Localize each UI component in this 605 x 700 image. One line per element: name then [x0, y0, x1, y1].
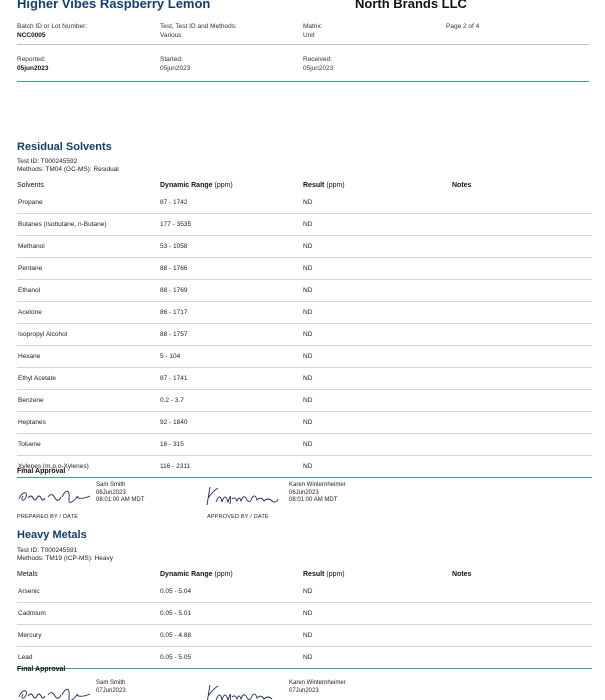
solvent-row: [17, 412, 592, 434]
metals-col-result: Result (ppm): [303, 571, 345, 578]
solvent-row: [17, 324, 592, 346]
analyte-cell: Butanes (Isobutane, n-Butane): [17, 214, 160, 236]
analyte-cell: Arsenic: [17, 581, 160, 603]
metals-prepared-name: Sam Smith: [96, 680, 126, 686]
metals-prepared-date: 07Jun2023: [96, 687, 126, 694]
product-title: Higher Vibes Raspberry Lemon: [17, 0, 211, 11]
result-cell: ND: [303, 625, 452, 647]
test-label: Test, Test ID and Methods:: [160, 23, 237, 30]
metals-col-analyte: Metals: [17, 571, 38, 578]
analyte-cell: Mercury: [17, 625, 160, 647]
result-cell: ND: [303, 581, 452, 603]
result-cell: ND: [303, 412, 452, 434]
range-cell: 88 - 1769: [160, 280, 303, 302]
batch-field: [17, 22, 87, 40]
notes-cell: [452, 390, 592, 412]
metal-row: [17, 625, 592, 647]
analyte-cell: Propane: [17, 192, 160, 214]
analyte-cell: Pentane: [17, 258, 160, 280]
batch-label: Batch ID or Lot Number:: [17, 23, 88, 30]
analyte-cell: Cadmium: [17, 603, 160, 625]
header-underline: [17, 81, 589, 82]
company-name: North Brands LLC: [355, 0, 467, 11]
solvent-row: [17, 434, 592, 456]
range-cell: 88 - 1757: [160, 324, 303, 346]
result-cell: ND: [303, 280, 452, 302]
notes-cell: [452, 302, 592, 324]
received-label: Received:: [303, 56, 332, 63]
analyte-cell: Hexane: [17, 346, 160, 368]
result-cell: ND: [303, 214, 452, 236]
result-cell: ND: [303, 346, 452, 368]
prepared-caption: PREPARED BY / DATE: [17, 514, 79, 520]
solvents-col-analyte: Solvents: [17, 182, 44, 189]
notes-cell: [452, 412, 592, 434]
solvents-approval-title: Final Approval: [17, 468, 66, 475]
range-cell: 0.05 - 5.04: [160, 581, 303, 603]
metals-prepared-by-info: [96, 680, 126, 695]
analyte-cell: Ethyl Acetate: [17, 368, 160, 390]
metals-approved-date: 07Jun2023: [289, 687, 319, 694]
solvents-col-range: Dynamic Range (ppm): [160, 182, 233, 189]
analyte-cell: Xylenes (m,p,o-Xylenes): [17, 456, 160, 478]
range-cell: 92 - 1840: [160, 412, 303, 434]
page-number: Page 2 of 4: [446, 23, 480, 30]
solvents-col-result: Result (ppm): [303, 182, 345, 189]
approved-caption: APPROVED BY / DATE: [207, 514, 269, 520]
result-cell: ND: [303, 192, 452, 214]
result-cell: ND: [303, 258, 452, 280]
result-cell: ND: [303, 603, 452, 625]
solvent-row: [17, 302, 592, 324]
notes-cell: [452, 368, 592, 390]
header-divider: [17, 44, 589, 45]
notes-cell: [452, 603, 592, 625]
solvents-test-id: Test ID: T000245592: [17, 158, 78, 165]
matrix-field: [303, 22, 323, 40]
started-label: Started:: [160, 56, 183, 63]
notes-cell: [452, 434, 592, 456]
metals-methods: Methods: TM19 (ICP-MS): Heavy: [17, 555, 113, 562]
batch-value: NCC0005: [17, 32, 46, 39]
result-cell: ND: [303, 324, 452, 346]
range-cell: 177 - 3535: [160, 214, 303, 236]
reported-value: 05jun2023: [17, 65, 49, 72]
prepared-time: 08:01:00 AM MDT: [96, 497, 145, 503]
metals-test-id: Test ID: T000245591: [17, 547, 78, 554]
notes-cell: [452, 346, 592, 368]
metals-title: Heavy Metals: [17, 529, 87, 541]
metals-approved-name: Karen Winternheimer: [289, 680, 346, 686]
range-cell: 0.2 - 3.7: [160, 390, 303, 412]
solvent-row: [17, 236, 592, 258]
solvent-row: [17, 280, 592, 302]
range-cell: 53 - 1058: [160, 236, 303, 258]
prepared-name: Sam Smith: [96, 482, 126, 488]
metals-col-range: Dynamic Range (ppm): [160, 571, 233, 578]
reported-field: [17, 55, 48, 73]
metals-approval-title: Final Approval: [17, 666, 66, 673]
metal-row: [17, 581, 592, 603]
solvents-col-notes: Notes: [452, 182, 472, 189]
result-cell: ND: [303, 236, 452, 258]
prepared-signature-image: [16, 485, 94, 507]
test-value: Various: [160, 32, 182, 39]
range-cell: 0.05 - 4.88: [160, 625, 303, 647]
solvent-row: [17, 390, 592, 412]
solvent-row: [17, 192, 592, 214]
notes-cell: [452, 280, 592, 302]
analyte-cell: Toluene: [17, 434, 160, 456]
approved-by-info: [289, 482, 346, 505]
notes-cell: [452, 192, 592, 214]
notes-cell: [452, 258, 592, 280]
received-field: [303, 55, 333, 73]
notes-cell: [452, 581, 592, 603]
analyte-cell: Heptanes: [17, 412, 160, 434]
solvents-methods: Methods: TM04 (GC-MS): Residual: [17, 166, 119, 173]
notes-cell: [452, 324, 592, 346]
started-field: [160, 55, 190, 73]
range-cell: 116 - 2311: [160, 456, 303, 478]
range-cell: 87 - 1741: [160, 368, 303, 390]
range-cell: 86 - 1717: [160, 302, 303, 324]
metal-row: [17, 603, 592, 625]
range-cell: 0.05 - 5.01: [160, 603, 303, 625]
analyte-cell: Methanol: [17, 236, 160, 258]
result-cell: ND: [303, 647, 452, 669]
notes-cell: [452, 647, 592, 669]
analyte-cell: Ethanol: [17, 280, 160, 302]
reported-label: Reported:: [17, 56, 46, 63]
prepared-date: 06Jun2023: [96, 489, 126, 496]
prepared-by-info: [96, 482, 144, 505]
metals-prepared-signature-image: [16, 683, 94, 700]
metals-approved-by-info: [289, 680, 346, 695]
received-value: 05jun2023: [303, 65, 334, 72]
result-cell: ND: [303, 368, 452, 390]
range-cell: 88 - 1766: [160, 258, 303, 280]
solvent-row: [17, 456, 592, 478]
metals-col-notes: Notes: [452, 571, 472, 578]
solvent-row: [17, 368, 592, 390]
metals-table: [17, 581, 592, 669]
analyte-cell: Acetone: [17, 302, 160, 324]
result-cell: ND: [303, 434, 452, 456]
analyte-cell: Lead: [17, 647, 160, 669]
metal-row: [17, 647, 592, 669]
analyte-cell: Benzene: [17, 390, 160, 412]
notes-cell: [452, 214, 592, 236]
solvent-row: [17, 258, 592, 280]
result-cell: ND: [303, 390, 452, 412]
range-cell: 5 - 104: [160, 346, 303, 368]
metals-approved-signature-image: [204, 682, 286, 700]
range-cell: 87 - 1742: [160, 192, 303, 214]
solvents-title: Residual Solvents: [17, 141, 112, 153]
matrix-label: Matrix:: [303, 23, 323, 30]
range-cell: 16 - 315: [160, 434, 303, 456]
result-cell: ND: [303, 456, 452, 478]
solvents-table: [17, 192, 592, 478]
solvent-row: [17, 214, 592, 236]
approved-signature-image: [204, 484, 286, 508]
approved-time: 08:01:00 AM MDT: [289, 497, 338, 503]
notes-cell: [452, 456, 592, 478]
result-cell: ND: [303, 302, 452, 324]
solvent-row: [17, 346, 592, 368]
notes-cell: [452, 236, 592, 258]
test-field: [160, 22, 237, 40]
notes-cell: [452, 625, 592, 647]
analyte-cell: Isopropyl Alcohol: [17, 324, 160, 346]
approved-date: 06Jun2023: [289, 489, 319, 496]
range-cell: 0.05 - 5.05: [160, 647, 303, 669]
matrix-value: Unit: [303, 32, 315, 39]
approved-name: Karen Winternheimer: [289, 482, 346, 488]
started-value: 05jun2023: [160, 65, 191, 72]
